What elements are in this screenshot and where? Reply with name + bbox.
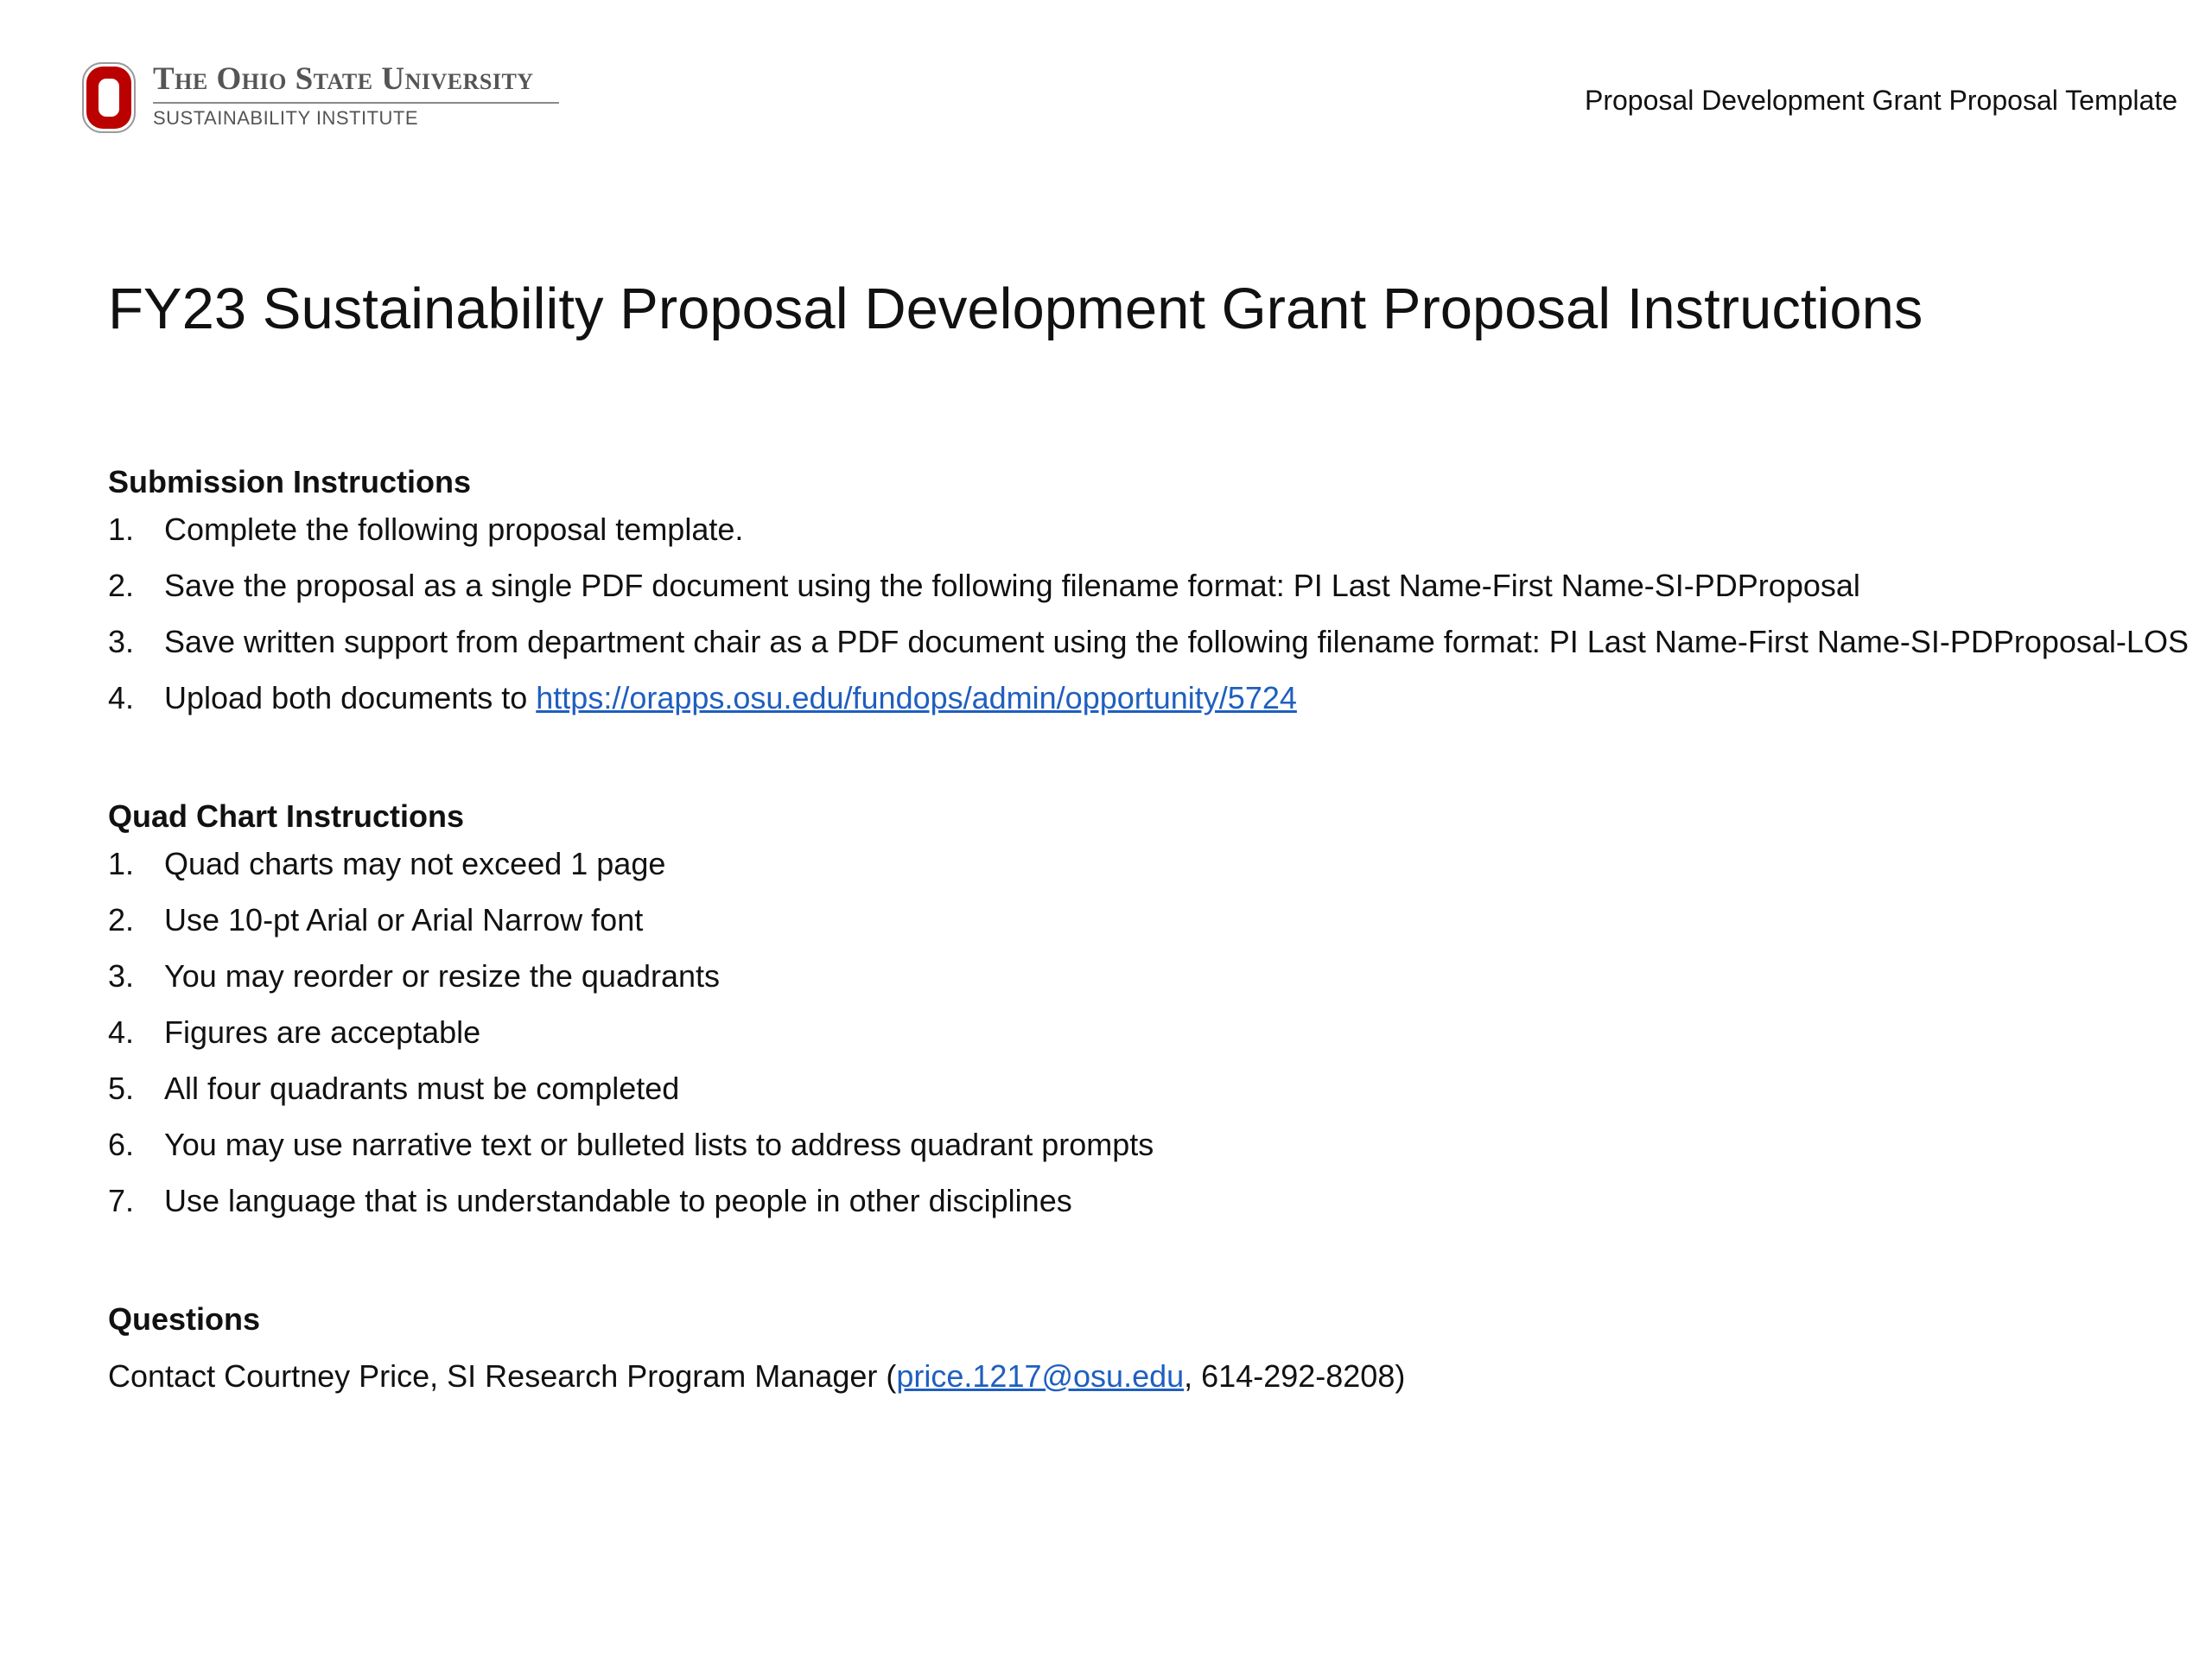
list-item-text: Quad charts may not exceed 1 page [164, 846, 666, 881]
list-item [108, 1116, 2182, 1173]
questions-section [108, 1300, 2182, 1395]
list-item [108, 501, 2182, 557]
list-item-text: Save the proposal as a single PDF document using the following filename format: PI Last Name-First Name-SI-PDProposal [164, 568, 1860, 603]
quad-chart-list [108, 836, 2182, 1229]
submission-list [108, 501, 2189, 726]
list-number: 2. [108, 568, 135, 603]
list-item [108, 557, 2182, 613]
list-item [108, 670, 2182, 726]
list-number: 6. [108, 1127, 135, 1162]
list-item-text: You may reorder or resize the quadrants [164, 958, 721, 994]
quad-chart-instructions-section [108, 798, 2182, 1229]
osu-sustainability-logo [82, 59, 575, 137]
list-item-text: All four quadrants must be completed [164, 1071, 680, 1106]
list-item-text: Figures are acceptable [164, 1014, 481, 1050]
list-item [108, 1173, 2182, 1229]
list-number: 4. [108, 680, 135, 715]
upload-portal-link[interactable]: https://orapps.osu.edu/fundops/admin/opportunity/5724 [536, 680, 1297, 715]
list-item [108, 613, 2189, 670]
list-number: 3. [108, 624, 135, 659]
list-item [108, 836, 2182, 892]
quad-chart-heading: Quad Chart Instructions [108, 798, 465, 834]
list-number: 4. [108, 1014, 135, 1050]
list-item [108, 948, 2182, 1004]
logo-wordmark [153, 59, 568, 133]
list-number: 1. [108, 846, 135, 881]
list-item-text: Use language that is understandable to people in other disciplines [164, 1183, 1072, 1218]
list-number: 7. [108, 1183, 135, 1218]
submission-heading: Submission Instructions [108, 464, 472, 499]
logo-university-name: The Ohio State University [153, 61, 534, 97]
list-item-text: Use 10-pt Arial or Arial Narrow font [164, 902, 644, 938]
list-number: 1. [108, 512, 135, 547]
list-item-text: You may use narrative text or bulleted lists to address quadrant prompts [164, 1127, 1154, 1162]
list-number: 5. [108, 1071, 135, 1106]
list-item-text: Upload both documents to [164, 680, 537, 715]
header-doc-label: Proposal Development Grant Proposal Template [1585, 85, 2177, 116]
contact-line [108, 1357, 2182, 1395]
block-o-logo-icon [82, 62, 136, 133]
contact-email-link[interactable]: price.1217@osu.edu [896, 1358, 1185, 1394]
submission-instructions-section [108, 463, 2189, 726]
list-item-text: Complete the following proposal template. [164, 512, 744, 547]
contact-suffix: , 614-292-8208) [1184, 1358, 1406, 1394]
list-item-text: Save written support from department chair as a PDF document using the following filename format: PI Last Name-First Name-SI-PDProposal-LOS [164, 624, 2189, 659]
contact-prefix: Contact Courtney Price, SI Research Program Manager ( [108, 1358, 897, 1394]
list-item [108, 892, 2182, 948]
list-item [108, 1060, 2182, 1116]
list-number: 3. [108, 958, 135, 994]
questions-heading: Questions [108, 1301, 261, 1337]
page-header [0, 0, 2212, 156]
logo-institute-name: SUSTAINABILITY INSTITUTE [153, 107, 419, 129]
list-item [108, 1004, 2182, 1060]
page-title: FY23 Sustainability Proposal Development Grant Proposal Instructions [108, 276, 1923, 341]
list-number: 2. [108, 902, 135, 938]
